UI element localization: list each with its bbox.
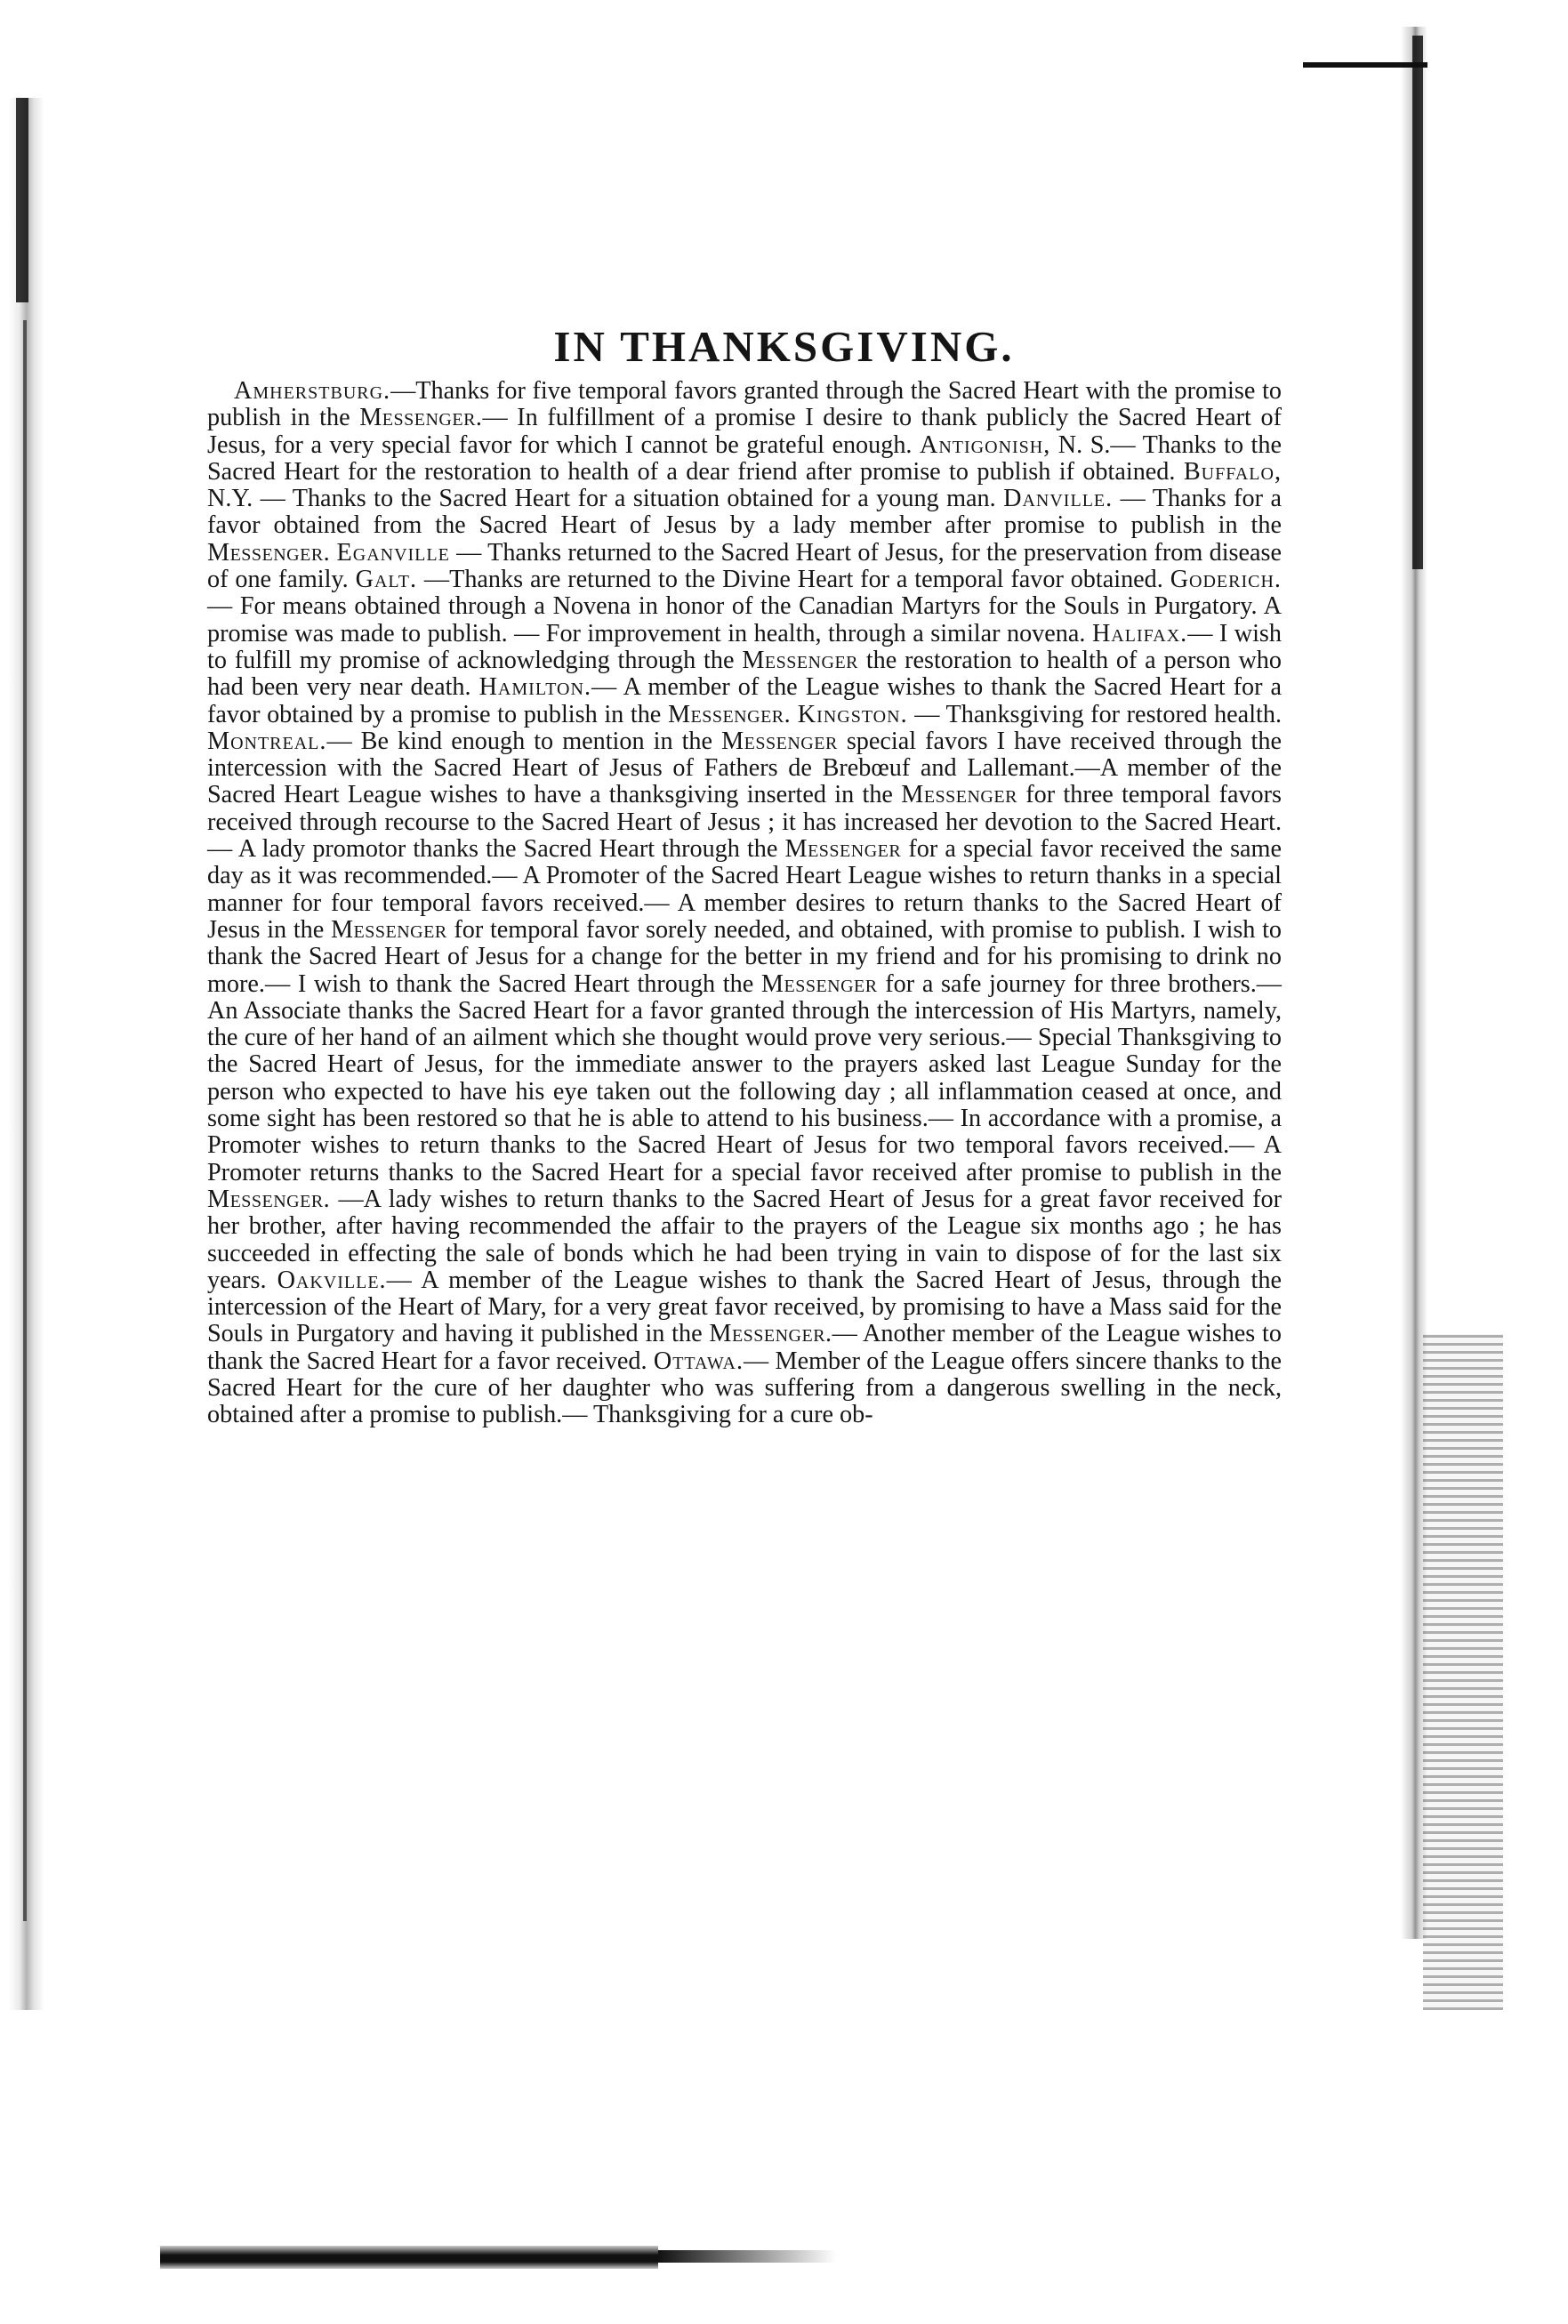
body-text-segment <box>330 539 336 567</box>
body-text-segment <box>791 701 798 728</box>
scan-edge-left <box>9 98 44 2010</box>
messenger-mention: Messenger. <box>709 1320 832 1348</box>
body-text-segment: —A lady wishes to return thanks to the Sacred Heart of Jesus for a great favor received for her brother, after having recommended the affair to the prayers of the League six months ago ; he has succeeded in effecting the sale of bonds which he had been trying in vain to dispose of for the last six years. <box>207 1185 1282 1294</box>
place-name: Oakville. <box>277 1266 387 1294</box>
body-text-segment: — In fulfillment of a promise I desire to thank publicly the Sacred Heart of Jesus, for a very special favor for which I cannot be grateful enough. <box>207 404 1282 459</box>
body-text-segment: special favors I have received through the intercession with the Sacred Heart of Jesus of Fathers de Brebœuf and Lallemant.—A member of the Sacred Heart League wishes to have a thanksgiving inserted in the <box>207 727 1282 809</box>
messenger-mention: Messenger <box>760 969 878 998</box>
messenger-mention: Messenger. <box>207 1185 331 1213</box>
place-name: Amherstburg. <box>234 377 391 405</box>
place-name: Buffalo, <box>1183 457 1282 486</box>
scan-edge-left-dark <box>16 98 28 302</box>
messenger-mention: Messenger. <box>207 538 331 567</box>
body-text-segment: —Thanks for five temporal favors granted through the Sacred Heart with the promise to publish in the <box>207 377 1282 432</box>
article-body <box>207 378 1282 1429</box>
messenger-mention: Messenger <box>721 727 838 755</box>
scan-edge-bottom-tail <box>658 2250 836 2263</box>
place-name: Galt. <box>355 566 418 594</box>
body-text-segment: —Thanks are returned to the Divine Heart for a temporal favor obtained. <box>417 566 1170 594</box>
place-name: Halifax. <box>1091 619 1188 647</box>
place-name: Danville. <box>1003 485 1114 513</box>
body-text-segment: N.Y. — Thanks to the Sacred Heart for a situation obtained for a young man. <box>207 485 1004 513</box>
messenger-mention: Messenger. <box>359 404 483 432</box>
scan-edge-right-dark <box>1412 36 1423 569</box>
place-name: Hamilton. <box>478 673 591 702</box>
scan-edge-left-line <box>23 320 27 1921</box>
messenger-mention: Messenger <box>742 646 858 674</box>
body-text-segment: the restoration to health of a person who had been very near death. <box>207 646 1282 702</box>
messenger-mention: Messenger <box>330 915 447 944</box>
place-name: Montreal. <box>207 727 327 755</box>
place-name: Goderich. <box>1170 566 1282 594</box>
scan-edge-bottom <box>160 2246 658 2269</box>
place-name: Eganville <box>336 538 450 567</box>
messenger-mention: Messenger. <box>667 700 792 728</box>
page-title: IN THANKSGIVING. <box>553 321 1015 371</box>
body-text-segment: — Thanks for a favor obtained from the Sacred Heart of Jesus by a lady member after promise to publish in the <box>207 485 1282 540</box>
body-text-segment: — For means obtained through a Novena in honor of the Canadian Martyrs for the Souls in Purgatory. A promise was made to publish. — For improvement in health, through a similar novena. <box>207 592 1282 647</box>
body-text-segment: for a safe journey for three brothers.— An Associate thanks the Sacred Heart for a favor granted through the intercession of His Martyrs, namely, the cure of her hand of an ailment which she thought would prove very serious.— Special Thanksgiving to the Sacred Heart of Jesus, for the immediate answer to the prayers asked last League Sunday for the person who expected to have his eye taken out the following day ; all inflammation ceased at once, and some sight has been restored so that he is able to attend to his business.— In accordance with a promise, a Promoter wishes to return thanks to the Sacred Heart of Jesus for two temporal favors received.— A Promoter returns thanks to the Sacred Heart for a special favor received after promise to publish in the <box>207 969 1282 1186</box>
body-text-segment: — Member of the League offers sincere thanks to the Sacred Heart for the cure of her daughter who was suffering from a dangerous swelling in the neck, obtained after a promise to publish.— Thanksgiving for a cure ob- <box>207 1347 1282 1429</box>
messenger-mention: Messenger <box>901 781 1017 809</box>
body-text-segment: — A member of the League wishes to thank the Sacred Heart of Jesus, through the intercession of the Heart of Mary, for a very great favor received, by promising to have a Mass said for the Souls in Purgatory and having it published in the <box>207 1266 1282 1348</box>
place-name: Antigonish, <box>920 430 1051 459</box>
messenger-mention: Messenger <box>784 835 902 864</box>
body-text-segment: — I wish to fulfill my promise of acknowledging through the <box>207 619 1282 674</box>
body-text-segment: for three temporal favors received through recourse to the Sacred Heart of Jesus ; it has increased her devotion to the Sacred Heart.— A lady promotor thanks the Sacred Heart through the <box>207 781 1283 864</box>
scan-edge-right-noise <box>1423 1334 1503 2010</box>
place-name: Kingston. <box>797 700 908 728</box>
body-text-segment: for temporal favor sorely needed, and obtained, with promise to publish. I wish to thank the Sacred Heart of Jesus for a change for the better in my friend and for his promising to drink no more.— I wish to thank the Sacred Heart through the <box>207 915 1283 998</box>
body-text-segment: — Another member of the League wishes to thank the Sacred Heart for a favor received. <box>207 1320 1282 1375</box>
body-text-segment: — Be kind enough to mention in the <box>326 727 722 755</box>
body-text-segment: for a special favor received the same day as it was recommended.— A Promoter of the Sacred Heart League wishes to return thanks in a special manner for four temporal favors received.— A member desires to return thanks to the Sacred Heart of Jesus in the <box>207 835 1282 944</box>
body-text-segment: — Thanksgiving for restored health. <box>907 700 1282 728</box>
body-text-segment: N. S.— Thanks to the Sacred Heart for the restoration to health of a dear friend after promise to publish if obtained. <box>207 430 1282 486</box>
body-text-segment: — Thanks returned to the Sacred Heart of Jesus, for the preservation from disease of one family. <box>207 538 1283 594</box>
body-text-segment: — A member of the League wishes to thank the Sacred Heart for a favor obtained by a promise to publish in the <box>207 673 1282 728</box>
place-name: Ottawa. <box>653 1347 744 1375</box>
